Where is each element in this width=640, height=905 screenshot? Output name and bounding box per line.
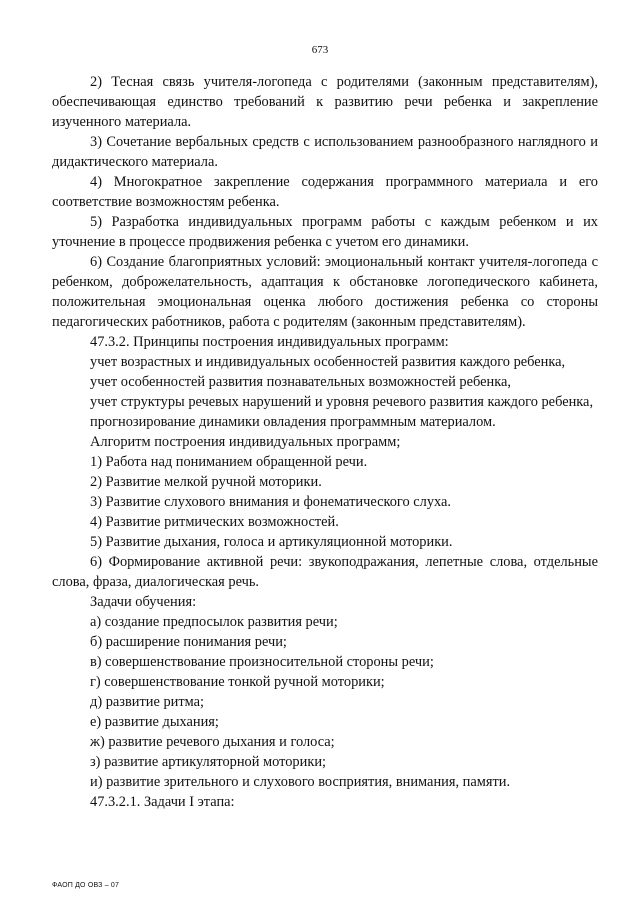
list-item: 5) Развитие дыхания, голоса и артикуляционной моторики. bbox=[90, 534, 453, 550]
document-body bbox=[52, 72, 598, 812]
list-item: д) развитие ритма; bbox=[90, 694, 205, 710]
list-item: е) развитие дыхания; bbox=[90, 714, 219, 730]
list-item: 2) Развитие мелкой ручной моторики. bbox=[90, 474, 322, 490]
paragraph-principle-3: 3) Сочетание вербальных средств с использованием разнообразного наглядного и дидактического материала. bbox=[52, 134, 598, 170]
list-item: 4) Развитие ритмических возможностей. bbox=[90, 514, 339, 530]
page-number: 673 bbox=[311, 44, 329, 56]
list-item: ж) развитие речевого дыхания и голоса; bbox=[90, 734, 335, 750]
list-item: 1) Работа над пониманием обращенной речи. bbox=[90, 454, 368, 470]
section-heading-47-3-2-1: 47.3.2.1. Задачи I этапа: bbox=[90, 794, 235, 810]
list-item: в) совершенствование произносительной стороны речи; bbox=[90, 654, 434, 670]
list-item: учет структуры речевых нарушений и уровня речевого развития каждого ребенка, bbox=[90, 394, 594, 410]
tasks-heading: Задачи обучения: bbox=[90, 594, 197, 610]
algorithm-heading: Алгоритм построения индивидуальных программ; bbox=[90, 434, 401, 450]
list-item: учет особенностей развития познавательных возможностей ребенка, bbox=[90, 374, 511, 390]
paragraph-principle-2: 2) Тесная связь учителя-логопеда с родителями (законным представителям), обеспечивающая единство требований к развитию речи ребенка и закрепление изученного материала. bbox=[52, 74, 598, 130]
list-item: г) совершенствование тонкой ручной моторики; bbox=[90, 674, 385, 690]
paragraph-principle-4: 4) Многократное закрепление содержания программного материала и его соответствие возможностям ребенка. bbox=[52, 174, 598, 210]
list-item: учет возрастных и индивидуальных особенностей развития каждого ребенка, bbox=[90, 354, 566, 370]
paragraph-principle-6: 6) Создание благоприятных условий: эмоциональный контакт учителя-логопеда с ребенком, доброжелательность, адаптация к обстановке логопедического кабинета, положительная эмоциональная оценка любого достижения ребенка со стороны педагогических работников, работа с родителям (законным представителям). bbox=[52, 254, 598, 330]
list-item: а) создание предпосылок развития речи; bbox=[90, 614, 338, 630]
list-item: прогнозирование динамики овладения программным материалом. bbox=[90, 414, 496, 430]
document-footer: ФАОП ДО ОВЗ – 07 bbox=[52, 882, 120, 889]
paragraph-principle-5: 5) Разработка индивидуальных программ работы с каждым ребенком и их уточнение в процессе продвижения ребенка с учетом его динамики. bbox=[52, 214, 598, 250]
list-item: б) расширение понимания речи; bbox=[90, 634, 287, 650]
list-item: з) развитие артикуляторной моторики; bbox=[90, 754, 327, 770]
list-item: и) развитие зрительного и слухового восприятия, внимания, памяти. bbox=[90, 774, 511, 790]
list-item: 6) Формирование активной речи: звукоподражания, лепетные слова, отдельные слова, фраза, диалогическая речь. bbox=[52, 554, 598, 590]
list-item: 3) Развитие слухового внимания и фонематического слуха. bbox=[90, 494, 452, 510]
section-heading-47-3-2: 47.3.2. Принципы построения индивидуальных программ: bbox=[90, 334, 449, 350]
